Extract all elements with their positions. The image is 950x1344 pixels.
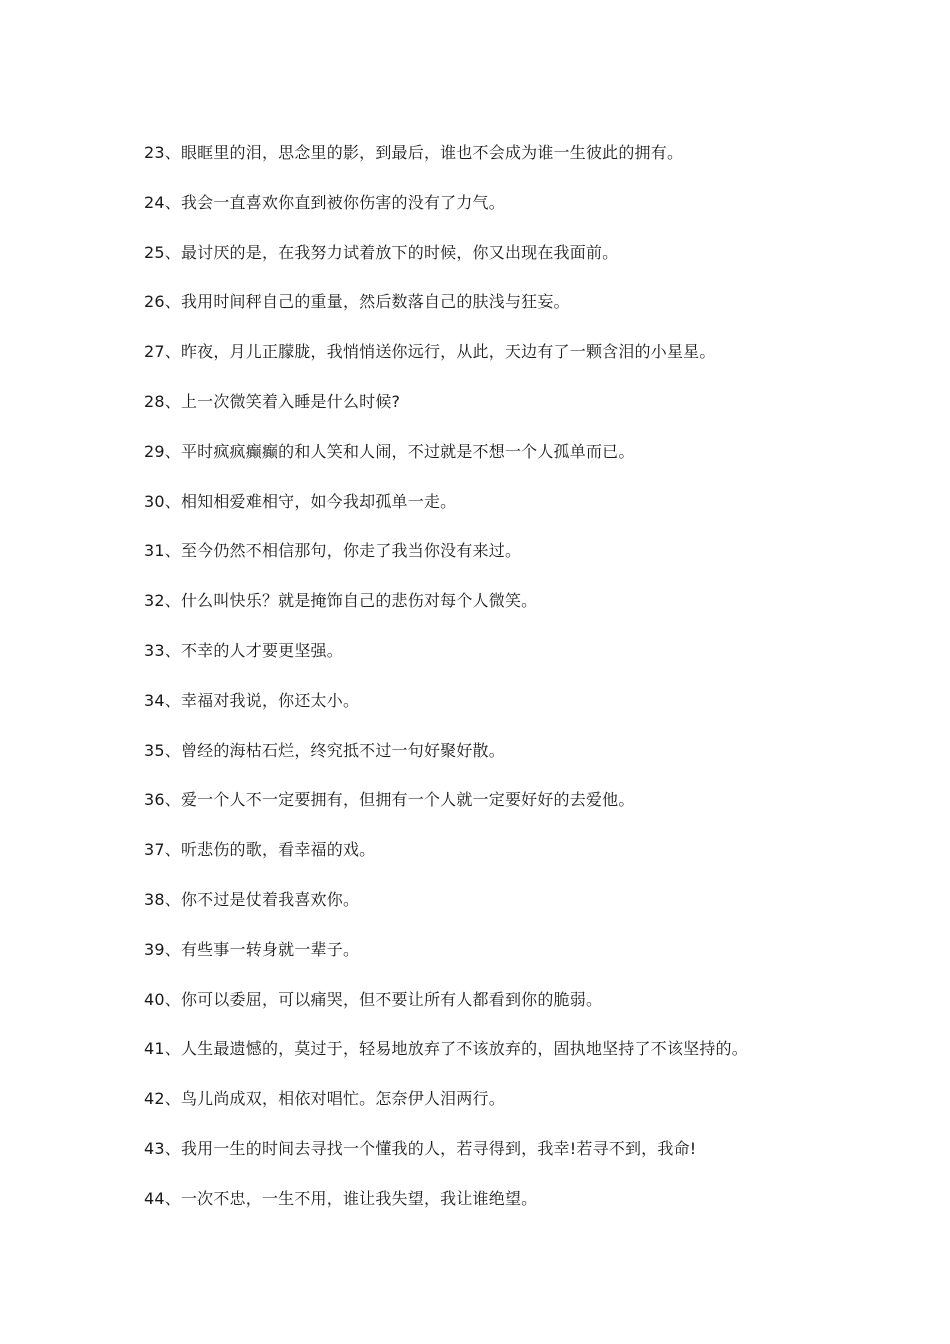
quote-line-43: 43、我用一生的时间去寻找一个懂我的人，若寻得到，我幸!若寻不到，我命! bbox=[144, 1138, 697, 1158]
quote-line-39: 39、有些事一转身就一辈子。 bbox=[144, 939, 360, 959]
quote-line-44: 44、一次不忠，一生不用，谁让我失望，我让谁绝望。 bbox=[144, 1188, 538, 1208]
quote-line-28: 28、上一次微笑着入睡是什么时候? bbox=[144, 391, 401, 411]
quote-line-42: 42、鸟儿尚成双，相依对唱忙。怎奈伊人泪两行。 bbox=[144, 1089, 505, 1109]
quote-line-34: 34、幸福对我说，你还太小。 bbox=[144, 690, 360, 710]
quote-line-27: 27、昨夜，月儿正朦胧，我悄悄送你远行，从此，天边有了一颗含泪的小星星。 bbox=[144, 342, 716, 362]
quote-line-40: 40、你可以委屈，可以痛哭，但不要让所有人都看到你的脆弱。 bbox=[144, 989, 603, 1009]
quote-line-29: 29、平时疯疯癫癫的和人笑和人闹，不过就是不想一个人孤单而已。 bbox=[144, 441, 635, 461]
quote-line-24: 24、我会一直喜欢你直到被你伤害的没有了力气。 bbox=[144, 192, 505, 212]
quote-line-38: 38、你不过是仗着我喜欢你。 bbox=[144, 889, 360, 909]
quote-line-26: 26、我用时间秤自己的重量，然后数落自己的肤浅与狂妄。 bbox=[144, 292, 570, 312]
quote-list bbox=[144, 141, 904, 1237]
quote-line-25: 25、最讨厌的是，在我努力试着放下的时候，你又出现在我面前。 bbox=[144, 242, 619, 262]
quote-line-23: 23、眼眶里的泪，思念里的影，到最后，谁也不会成为谁一生彼此的拥有。 bbox=[144, 143, 684, 162]
quote-line-35: 35、曾经的海枯石烂，终究抵不过一句好聚好散。 bbox=[144, 740, 505, 760]
quote-line-37: 37、听悲伤的歌，看幸福的戏。 bbox=[144, 840, 376, 860]
quote-line-32: 32、什么叫快乐？就是掩饰自己的悲伤对每个人微笑。 bbox=[144, 591, 538, 611]
quote-line-33: 33、不幸的人才要更坚强。 bbox=[144, 640, 343, 660]
quote-line-30: 30、相知相爱难相守，如今我却孤单一走。 bbox=[144, 491, 457, 511]
quote-line-31: 31、至今仍然不相信那句，你走了我当你没有来过。 bbox=[144, 541, 522, 561]
quote-line-36: 36、爱一个人不一定要拥有，但拥有一个人就一定要好好的去爱他。 bbox=[144, 790, 635, 810]
quote-line-41: 41、人生最遗憾的，莫过于，轻易地放弃了不该放弃的，固执地坚持了不该坚持的。 bbox=[144, 1039, 748, 1059]
